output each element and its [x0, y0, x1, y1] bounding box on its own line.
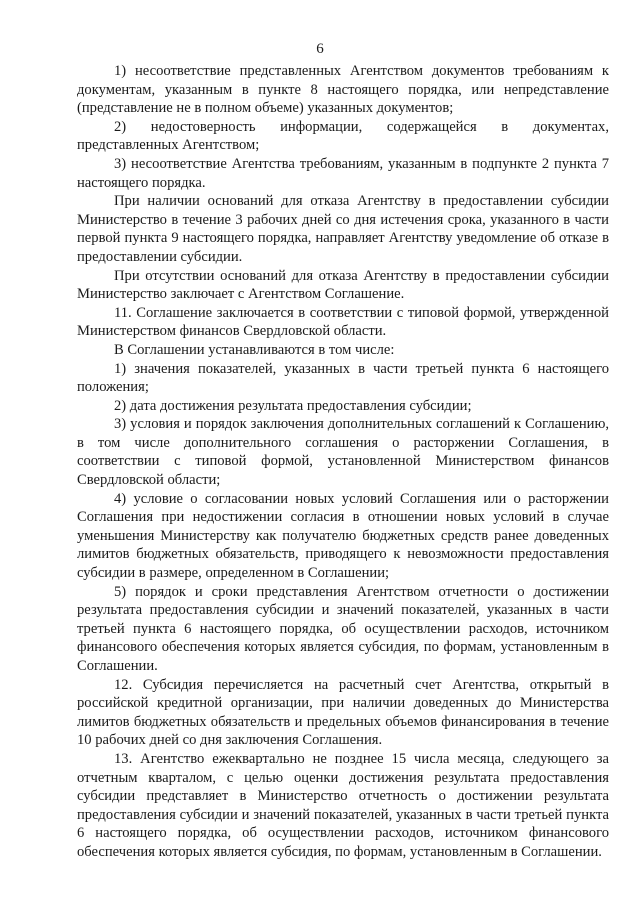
paragraph-item-3: 3) несоответствие Агентства требованиям, указанным в подпункте 2 пункта 7 настоящего порядка.: [77, 155, 609, 191]
paragraph-term-1: 1) значения показателей, указанных в части третьей пункта 6 настоящего положения;: [77, 360, 609, 396]
paragraph-section-13: 13. Агентство ежеквартально не позднее 15 числа месяца, следующего за отчетным кварталом, с целью оценки достижения результата предоставления субсидии представляет в Министерство отчетность о достижении результата предоставления субсидии и значений показателей, указанных в части третьей пункта 6 настоящего порядка, об осуществлении расходов, источником финансового обеспечения которых является субсидия, по формам, установленным в Соглашении.: [77, 750, 609, 860]
paragraph-term-2: 2) дата достижения результата предоставления субсидии;: [114, 397, 472, 414]
paragraph-item-2: 2) недостоверность информации, содержащейся в документах, представленных Агентством;: [77, 118, 609, 154]
page-number: 6: [316, 41, 324, 57]
paragraph-item-1: 1) несоответствие представленных Агентством документов требованиям к документам, указанным в пункте 8 настоящего порядка, или непредставление (представление не в полном объеме) указанных документов;: [77, 63, 609, 117]
paragraph-section-11: 11. Соглашение заключается в соответствии с типовой формой, утвержденной Министерством финансов Свердловской области.: [77, 304, 609, 340]
paragraph-term-4: 4) условие о согласовании новых условий Соглашения или о расторжении Соглашения при недостижении согласия в отношении новых условий в случае уменьшения Министерству как получателю бюджетных средств ранее доведенных лимитов бюджетных обязательств, приводящего к невозможности предоставления субсидии в размере, определенном в Соглашении;: [77, 490, 609, 582]
paragraph-refusal-notice: При наличии оснований для отказа Агентству в предоставлении субсидии Министерство в течение 3 рабочих дней со дня истечения срока, указанного в части первой пункта 9 настоящего порядка, направляет Агентству уведомление об отказе в предоставлении субсидии.: [77, 193, 609, 265]
paragraph-agreement-terms-intro: В Соглашении устанавливаются в том числе:: [114, 341, 395, 358]
paragraph-agreement-conclusion: При отсутствии оснований для отказа Агентству в предоставлении субсидии Министерство заключает с Агентством Соглашение.: [77, 267, 609, 303]
paragraph-term-5: 5) порядок и сроки представления Агентством отчетности о достижении результата предоставления субсидии и значений показателей, указанных в части третьей пункта 6 настоящего порядка, об осуществлении расходов, источником финансового обеспечения которых является субсидия, по формам, установленным в Соглашении.: [77, 583, 609, 674]
document-body: [77, 62, 609, 862]
paragraph-section-12: 12. Субсидия перечисляется на расчетный счет Агентства, открытый в российской кредитной организации, при наличии доведенных до Министерства лимитов бюджетных обязательств и предельных объемов финансирования в течение 10 рабочих дней со дня заключения Соглашения.: [77, 676, 609, 749]
paragraph-term-3: 3) условия и порядок заключения дополнительных соглашений к Соглашению, в том числе дополнительного соглашения о расторжении Соглашения, в соответствии с типовой формой, установленной Министерством финансов Свердловской области;: [77, 416, 609, 489]
